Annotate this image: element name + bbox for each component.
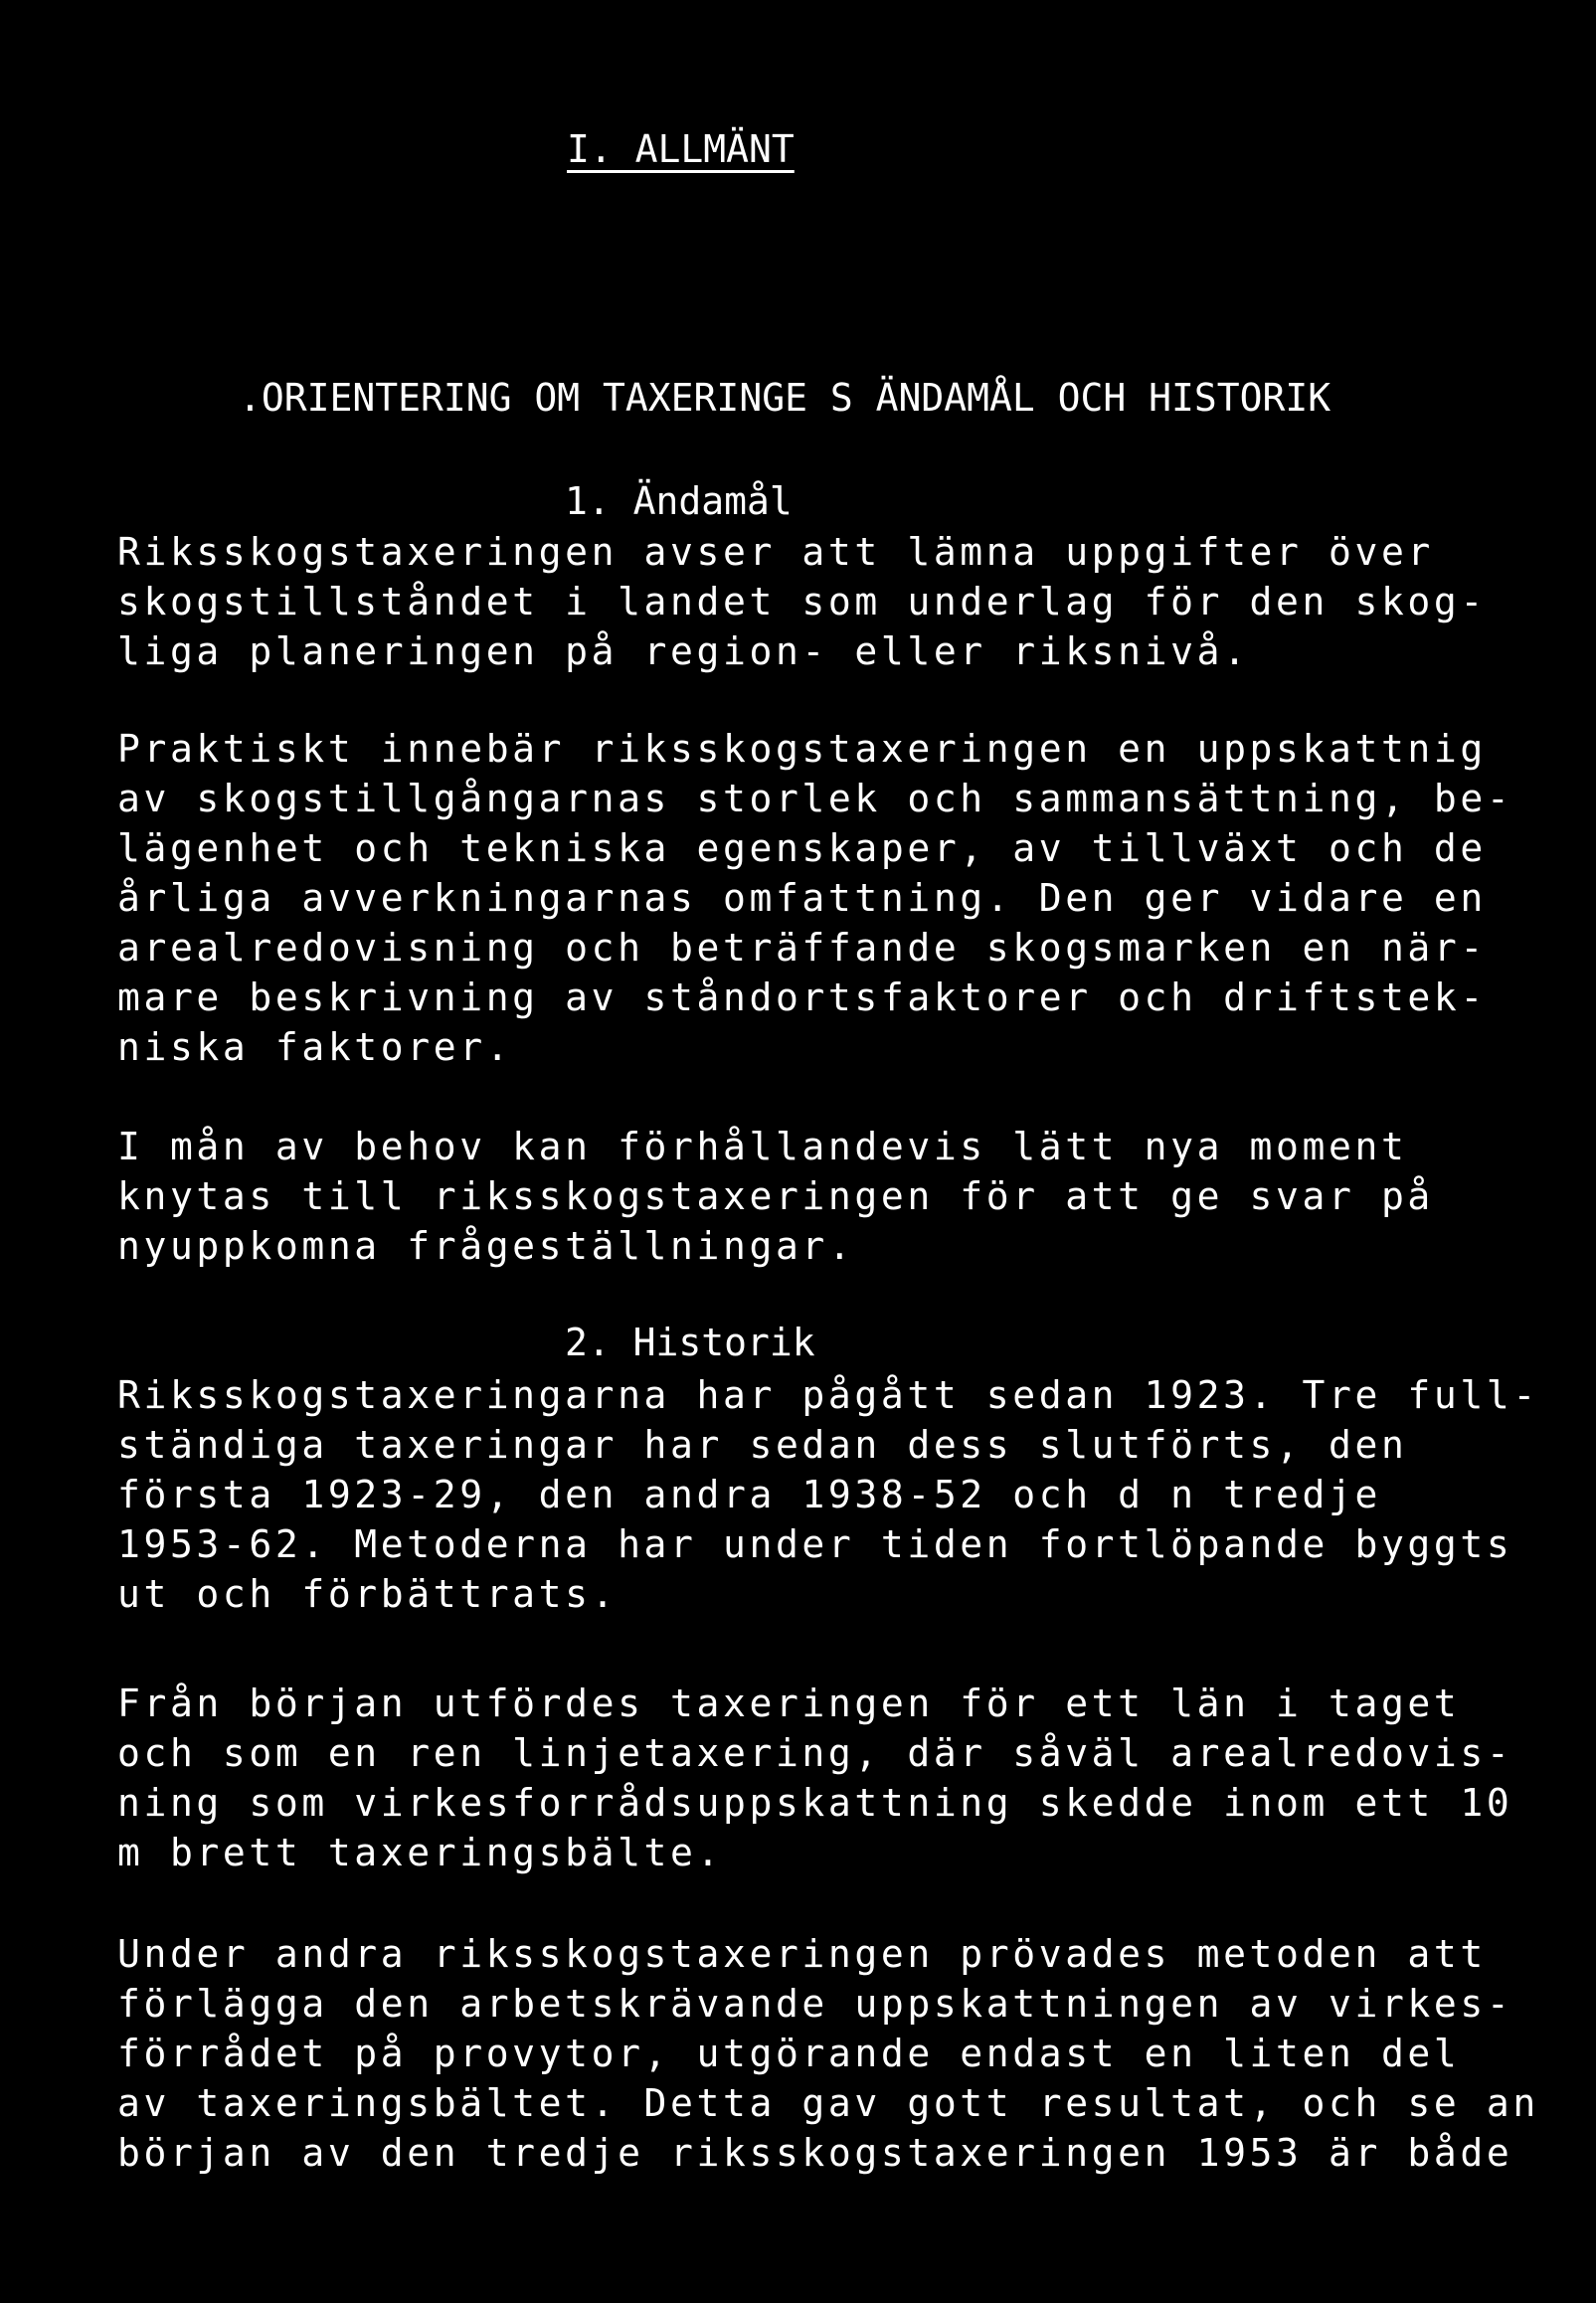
text-line: 1953-62. Metoderna har under tiden fortlöpande byggts xyxy=(117,1522,1513,1566)
text-line: ning som virkesforrådsuppskattning skedde inom ett 10 xyxy=(117,1781,1513,1825)
text-line: Under andra riksskogstaxeringen prövades metoden att xyxy=(117,1932,1487,1976)
text-line: förrådet på provytor, utgörande endast en liten del xyxy=(117,2032,1461,2075)
text-line: lägenhet och tekniska egenskaper, av tillväxt och de xyxy=(117,826,1487,870)
text-line: Från början utfördes taxeringen för ett län i taget xyxy=(117,1682,1461,1725)
text-line: nyuppkomna frågeställningar. xyxy=(117,1224,855,1268)
text-line: årliga avverkningarnas omfattning. Den ger vidare en xyxy=(117,876,1487,920)
paragraph xyxy=(117,724,1512,1072)
text-line: Riksskogstaxeringarna har pågått sedan 1923. Tre full- xyxy=(117,1373,1539,1417)
text-line: och som en ren linjetaxering, där såväl arealredovis- xyxy=(117,1731,1513,1775)
text-line: Riksskogstaxeringen avser att lämna uppgifter över xyxy=(117,530,1434,574)
text-line: knytas till riksskogstaxeringen för att ge svar på xyxy=(117,1174,1434,1218)
section-title: .ORIENTERING OM TAXERINGE S ÄNDAMÅL OCH HISTORIK xyxy=(239,376,1331,420)
text-line: ut och förbättrats. xyxy=(117,1572,619,1616)
paragraph xyxy=(117,1929,1539,2178)
text-line: m brett taxeringsbälte. xyxy=(117,1831,723,1874)
paragraph xyxy=(117,1122,1434,1271)
text-line: Praktiskt innebär riksskogstaxeringen en uppskattnig xyxy=(117,727,1487,771)
chapter-title: I. ALLMÄNT xyxy=(567,127,795,171)
paragraph xyxy=(117,527,1487,676)
text-line: förlägga den arbetskrävande uppskattningen av virkes- xyxy=(117,1982,1513,2026)
subsection-heading-andamal: 1. Ändamål xyxy=(565,479,793,523)
text-line: första 1923-29, den andra 1938-52 och d n tredje xyxy=(117,1473,1381,1516)
paragraph xyxy=(117,1370,1539,1619)
text-line: av skogstillgångarnas storlek och sammansättning, be- xyxy=(117,777,1513,820)
text-line: mare beskrivning av ståndortsfaktorer och driftstek- xyxy=(117,975,1487,1019)
text-line: av taxeringsbältet. Detta gav gott resultat, och se an xyxy=(117,2081,1539,2125)
text-line: ständiga taxeringar har sedan dess slutförts, den xyxy=(117,1423,1408,1467)
text-line: skogstillståndet i landet som underlag för den skog- xyxy=(117,580,1487,623)
text-line: arealredovisning och beträffande skogsmarken en när- xyxy=(117,926,1487,970)
paragraph xyxy=(117,1679,1512,1877)
text-line: I mån av behov kan förhållandevis lätt nya moment xyxy=(117,1125,1408,1168)
text-line: niska faktorer. xyxy=(117,1025,513,1069)
text-line: liga planeringen på region- eller riksnivå. xyxy=(117,629,1250,673)
subsection-heading-historik: 2. Historik xyxy=(565,1321,815,1364)
text-line: början av den tredje riksskogstaxeringen 1953 är både xyxy=(117,2131,1513,2175)
